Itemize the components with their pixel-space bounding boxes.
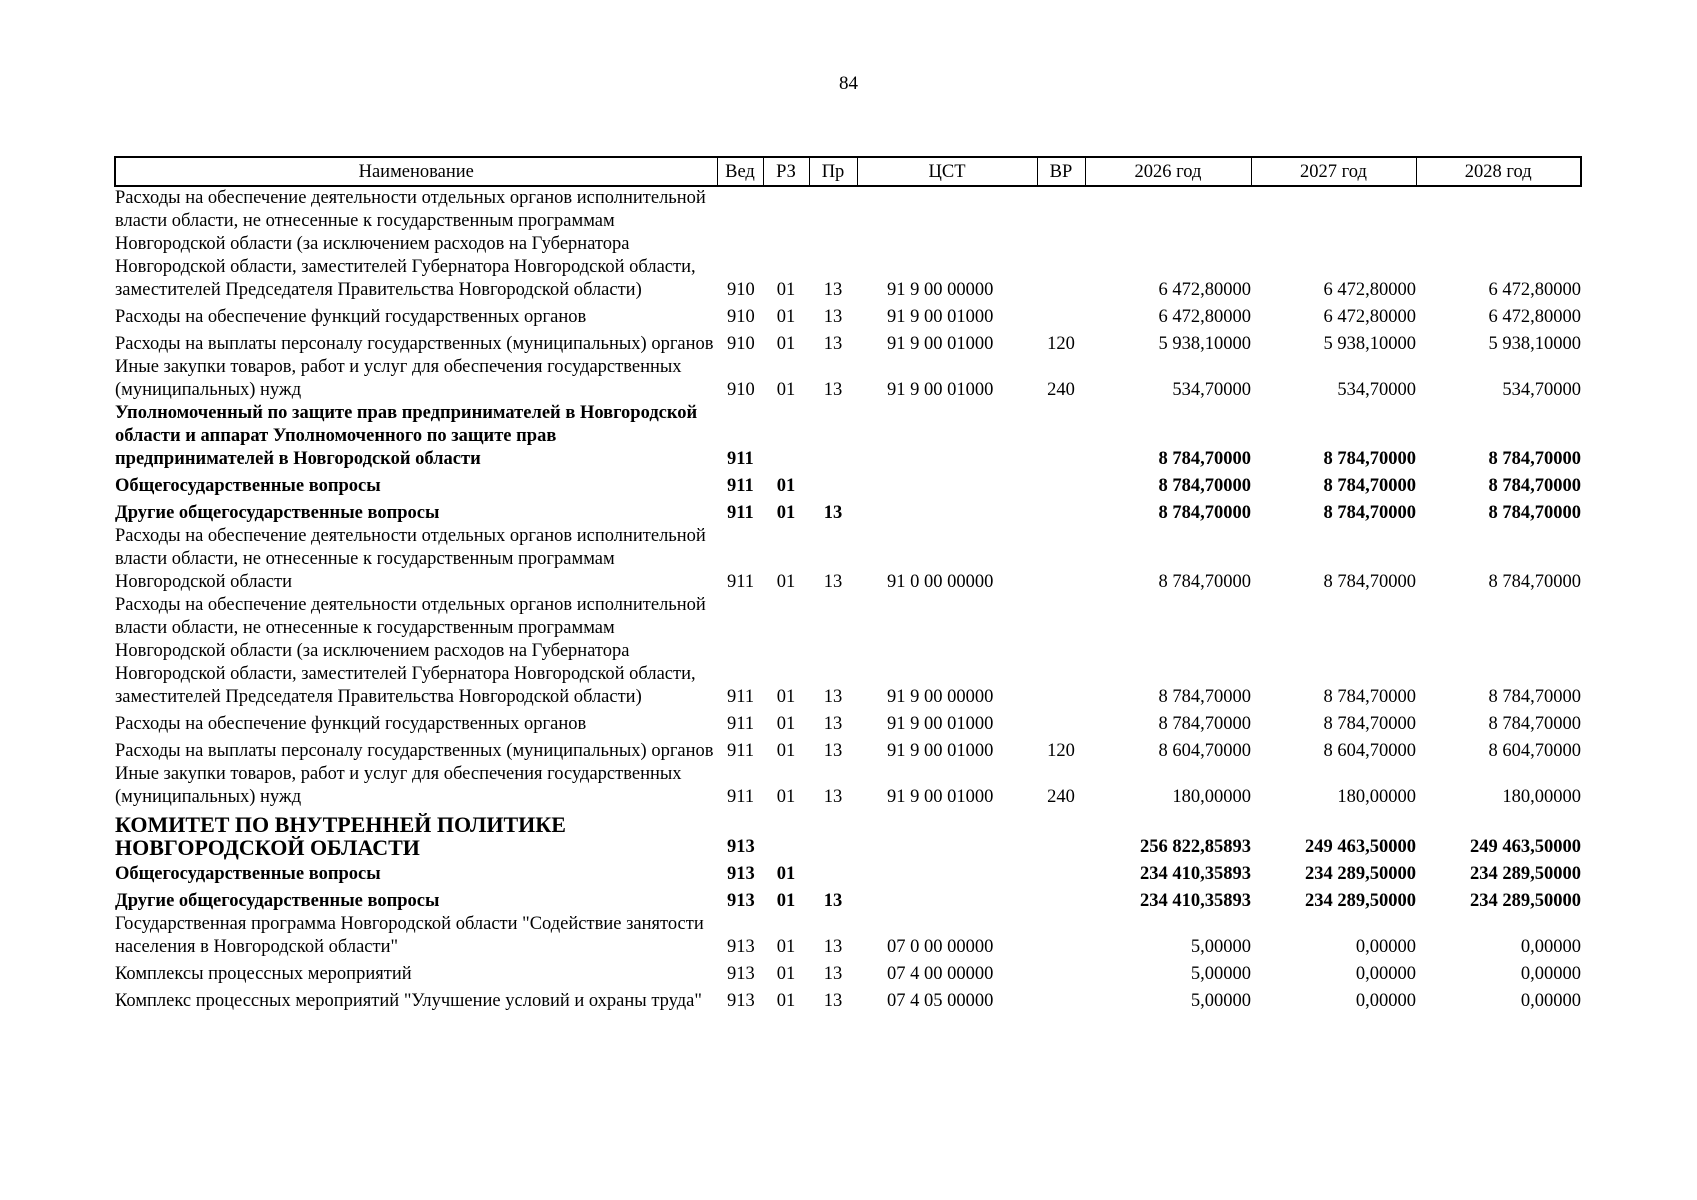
table-row	[115, 594, 1581, 709]
cell-2026: 256 822,85893	[1140, 837, 1251, 857]
cell-2028: 8 784,70000	[1488, 714, 1581, 734]
cell-ved: 911	[727, 449, 754, 469]
cell-cst: 91 9 00 00000	[887, 280, 994, 300]
cell-2027: 234 289,50000	[1305, 891, 1416, 911]
cell-pr: 13	[823, 503, 843, 523]
cell-name: Расходы на обеспечение деятельности отдельных органов исполнительной власти области, не отнесенные к государственным программам Новгородской области (за исключением расходов на Губернатора Новгородской области, заместителей Губернатора Новгородской области, заместителей Председателя Правительства Новгородской области)	[115, 595, 706, 707]
cell-vr	[1037, 986, 1085, 1013]
cell-2027: 180,00000	[1337, 787, 1416, 807]
cell-2027: 0,00000	[1355, 964, 1416, 984]
cell-ved: 911	[727, 572, 755, 592]
cell-vr	[1037, 594, 1085, 709]
table-row	[115, 329, 1581, 356]
cell-2026: 234 410,35893	[1140, 891, 1251, 911]
cell-2027: 8 784,70000	[1323, 714, 1416, 734]
page-number: 84	[839, 73, 858, 94]
cell-cst: 91 9 00 01000	[887, 714, 994, 734]
cell-pr: 13	[823, 307, 843, 327]
cell-rz: 01	[776, 937, 796, 957]
cell-name: Общегосударственные вопросы	[115, 864, 381, 884]
cell-2027: 8 784,70000	[1323, 476, 1416, 496]
cell-pr: 13	[823, 891, 843, 911]
cell-rz: 01	[776, 741, 796, 761]
cell-rz: 01	[776, 891, 796, 911]
cell-2028: 249 463,50000	[1470, 837, 1581, 857]
table-row	[115, 736, 1581, 763]
cell-cst	[857, 809, 1037, 859]
cell-name: Общегосударственные вопросы	[115, 476, 381, 496]
cell-ved: 911	[727, 787, 755, 807]
table-row	[115, 302, 1581, 329]
cell-name: Расходы на обеспечение функций государственных органов	[115, 714, 587, 734]
cell-vr	[1037, 859, 1085, 886]
cell-2027: 249 463,50000	[1305, 837, 1416, 857]
cell-2026: 8 784,70000	[1158, 449, 1251, 469]
cell-name: Комплекс процессных мероприятий "Улучшение условий и охраны труда"	[115, 991, 702, 1011]
cell-name: Уполномоченный по защите прав предпринимателей в Новгородской области и аппарат Уполномоченного по защите прав предпринимателей в Новгородской области	[115, 403, 698, 469]
cell-pr: 13	[823, 334, 843, 354]
cell-2026: 8 784,70000	[1158, 687, 1251, 707]
cell-ved: 910	[727, 334, 755, 354]
header-row	[115, 157, 1581, 186]
table-row	[115, 471, 1581, 498]
cell-ved: 911	[727, 714, 755, 734]
cell-vr	[1037, 913, 1085, 959]
cell-2026: 6 472,80000	[1158, 307, 1251, 327]
cell-2028: 6 472,80000	[1488, 307, 1581, 327]
cell-name: Государственная программа Новгородской области "Содействие занятости населения в Новгородской области"	[115, 914, 704, 957]
cell-cst	[857, 859, 1037, 886]
header-2028: 2028 год	[1416, 157, 1581, 186]
cell-cst: 91 9 00 01000	[887, 334, 994, 354]
cell-2026: 5,00000	[1190, 937, 1251, 957]
cell-vr: 240	[1047, 380, 1075, 400]
cell-vr	[1037, 302, 1085, 329]
cell-pr: 13	[823, 991, 843, 1011]
cell-pr	[809, 859, 857, 886]
cell-name: Комплексы процессных мероприятий	[115, 964, 412, 984]
cell-cst: 91 9 00 01000	[887, 787, 994, 807]
table-row	[115, 986, 1581, 1013]
cell-2027: 8 604,70000	[1323, 741, 1416, 761]
cell-name: Расходы на выплаты персоналу государственных (муниципальных) органов	[115, 741, 714, 761]
header-vr: ВР	[1037, 157, 1085, 186]
cell-2026: 8 784,70000	[1158, 572, 1251, 592]
cell-rz	[763, 402, 809, 471]
cell-cst: 91 9 00 01000	[887, 307, 994, 327]
cell-2028: 180,00000	[1502, 787, 1581, 807]
cell-2028: 8 784,70000	[1488, 449, 1581, 469]
cell-2027: 5 938,10000	[1323, 334, 1416, 354]
cell-ved: 913	[727, 964, 755, 984]
table-body	[115, 186, 1581, 1013]
cell-vr	[1037, 886, 1085, 913]
header-name: Наименование	[115, 157, 717, 186]
cell-pr: 13	[823, 787, 843, 807]
cell-2028: 8 784,70000	[1488, 476, 1581, 496]
cell-2028: 534,70000	[1502, 380, 1581, 400]
cell-name: Другие общегосударственные вопросы	[115, 891, 440, 911]
table-row	[115, 809, 1581, 859]
cell-rz: 01	[776, 280, 796, 300]
cell-rz: 01	[776, 787, 796, 807]
cell-pr: 13	[823, 741, 843, 761]
cell-ved: 911	[727, 687, 755, 707]
cell-2026: 8 604,70000	[1158, 741, 1251, 761]
cell-pr: 13	[823, 280, 843, 300]
header-pr: Пр	[809, 157, 857, 186]
cell-2027: 8 784,70000	[1323, 449, 1416, 469]
cell-ved: 911	[727, 476, 754, 496]
cell-cst	[857, 471, 1037, 498]
cell-2028: 0,00000	[1520, 991, 1581, 1011]
cell-cst: 07 0 00 00000	[887, 937, 994, 957]
cell-2027: 234 289,50000	[1305, 864, 1416, 884]
cell-vr	[1037, 959, 1085, 986]
cell-vr	[1037, 498, 1085, 525]
cell-ved: 913	[727, 991, 755, 1011]
cell-2027: 8 784,70000	[1323, 503, 1416, 523]
header-ved: Вед	[717, 157, 763, 186]
cell-cst: 91 9 00 01000	[887, 741, 994, 761]
cell-ved: 911	[727, 503, 754, 523]
cell-cst	[857, 886, 1037, 913]
cell-2026: 234 410,35893	[1140, 864, 1251, 884]
table-row	[115, 886, 1581, 913]
budget-table	[114, 156, 1582, 1013]
cell-rz: 01	[776, 334, 796, 354]
cell-cst: 91 9 00 00000	[887, 687, 994, 707]
cell-vr	[1037, 186, 1085, 302]
cell-vr: 240	[1047, 787, 1075, 807]
cell-cst: 07 4 00 00000	[887, 964, 994, 984]
header-cst: ЦСТ	[857, 157, 1037, 186]
cell-ved: 913	[727, 937, 755, 957]
cell-2028: 8 784,70000	[1488, 572, 1581, 592]
cell-ved: 913	[727, 864, 755, 884]
cell-2028: 5 938,10000	[1488, 334, 1581, 354]
cell-ved: 911	[727, 741, 755, 761]
cell-2026: 5,00000	[1190, 964, 1251, 984]
table-row	[115, 709, 1581, 736]
cell-cst	[857, 498, 1037, 525]
table-row	[115, 859, 1581, 886]
cell-ved: 913	[727, 891, 755, 911]
cell-cst: 07 4 05 00000	[887, 991, 994, 1011]
cell-name: Иные закупки товаров, работ и услуг для обеспечения государственных (муниципальных) нужд	[115, 357, 682, 400]
cell-pr: 13	[823, 572, 843, 592]
cell-pr: 13	[823, 964, 843, 984]
cell-2026: 5 938,10000	[1158, 334, 1251, 354]
cell-2027: 8 784,70000	[1323, 687, 1416, 707]
cell-vr	[1037, 402, 1085, 471]
cell-2026: 5,00000	[1190, 991, 1251, 1011]
cell-2026: 534,70000	[1172, 380, 1251, 400]
cell-vr	[1037, 709, 1085, 736]
table-row	[115, 763, 1581, 809]
cell-name: Расходы на обеспечение функций государственных органов	[115, 307, 587, 327]
cell-vr	[1037, 809, 1085, 859]
cell-ved: 913	[727, 837, 755, 857]
header-2026: 2026 год	[1085, 157, 1251, 186]
cell-pr: 13	[823, 380, 843, 400]
cell-pr: 13	[823, 937, 843, 957]
cell-vr: 120	[1047, 741, 1075, 761]
table-row	[115, 402, 1581, 471]
table-header	[115, 157, 1581, 186]
cell-cst: 91 0 00 00000	[887, 572, 994, 592]
cell-2026: 8 784,70000	[1158, 714, 1251, 734]
cell-2028: 0,00000	[1520, 964, 1581, 984]
cell-vr	[1037, 471, 1085, 498]
cell-2028: 0,00000	[1520, 937, 1581, 957]
cell-2026: 6 472,80000	[1158, 280, 1251, 300]
cell-vr	[1037, 525, 1085, 594]
cell-pr: 13	[823, 714, 843, 734]
cell-rz: 01	[776, 864, 796, 884]
cell-2027: 0,00000	[1355, 937, 1416, 957]
cell-rz: 01	[776, 991, 796, 1011]
cell-cst	[857, 402, 1037, 471]
cell-2027: 6 472,80000	[1323, 307, 1416, 327]
cell-2028: 6 472,80000	[1488, 280, 1581, 300]
table-row	[115, 498, 1581, 525]
table-row	[115, 186, 1581, 302]
cell-rz: 01	[776, 380, 796, 400]
table-row	[115, 959, 1581, 986]
cell-name: Расходы на выплаты персоналу государственных (муниципальных) органов	[115, 334, 714, 354]
cell-name: Расходы на обеспечение деятельности отдельных органов исполнительной власти области, не отнесенные к государственным программам Новгородской области	[115, 526, 706, 592]
cell-2028: 8 784,70000	[1488, 503, 1581, 523]
table-row	[115, 913, 1581, 959]
cell-2028: 8 784,70000	[1488, 687, 1581, 707]
cell-cst: 91 9 00 01000	[887, 380, 994, 400]
cell-rz: 01	[776, 307, 796, 327]
cell-2027: 534,70000	[1337, 380, 1416, 400]
cell-2028: 234 289,50000	[1470, 864, 1581, 884]
cell-pr: 13	[823, 687, 843, 707]
cell-rz: 01	[776, 714, 796, 734]
cell-rz: 01	[776, 572, 796, 592]
cell-rz: 01	[776, 964, 796, 984]
table-row	[115, 525, 1581, 594]
cell-name: Иные закупки товаров, работ и услуг для обеспечения государственных (муниципальных) нужд	[115, 764, 682, 807]
cell-name: Другие общегосударственные вопросы	[115, 503, 440, 523]
cell-ved: 910	[727, 280, 755, 300]
cell-ved: 910	[727, 307, 755, 327]
cell-rz	[763, 809, 809, 859]
cell-pr	[809, 471, 857, 498]
cell-2028: 8 604,70000	[1488, 741, 1581, 761]
cell-2027: 0,00000	[1355, 991, 1416, 1011]
budget-table-container	[114, 156, 1580, 1013]
table-row	[115, 356, 1581, 402]
cell-name: Расходы на обеспечение деятельности отдельных органов исполнительной власти области, не отнесенные к государственным программам Новгородской области (за исключением расходов на Губернатора Новгородской области, заместителей Губернатора Новгородской области, заместителей Председателя Правительства Новгородской области)	[115, 188, 706, 300]
cell-2026: 8 784,70000	[1158, 503, 1251, 523]
cell-ved: 910	[727, 380, 755, 400]
cell-pr	[809, 809, 857, 859]
cell-rz: 01	[776, 476, 796, 496]
header-2027: 2027 год	[1251, 157, 1416, 186]
header-rz: РЗ	[763, 157, 809, 186]
cell-2026: 180,00000	[1172, 787, 1251, 807]
cell-2026: 8 784,70000	[1158, 476, 1251, 496]
cell-2028: 234 289,50000	[1470, 891, 1581, 911]
cell-rz: 01	[776, 503, 796, 523]
cell-rz: 01	[776, 687, 796, 707]
cell-pr	[809, 402, 857, 471]
cell-vr: 120	[1047, 334, 1075, 354]
cell-name: КОМИТЕТ ПО ВНУТРЕННЕЙ ПОЛИТИКЕ НОВГОРОДСКОЙ ОБЛАСТИ	[115, 812, 566, 860]
cell-2027: 8 784,70000	[1323, 572, 1416, 592]
cell-2027: 6 472,80000	[1323, 280, 1416, 300]
